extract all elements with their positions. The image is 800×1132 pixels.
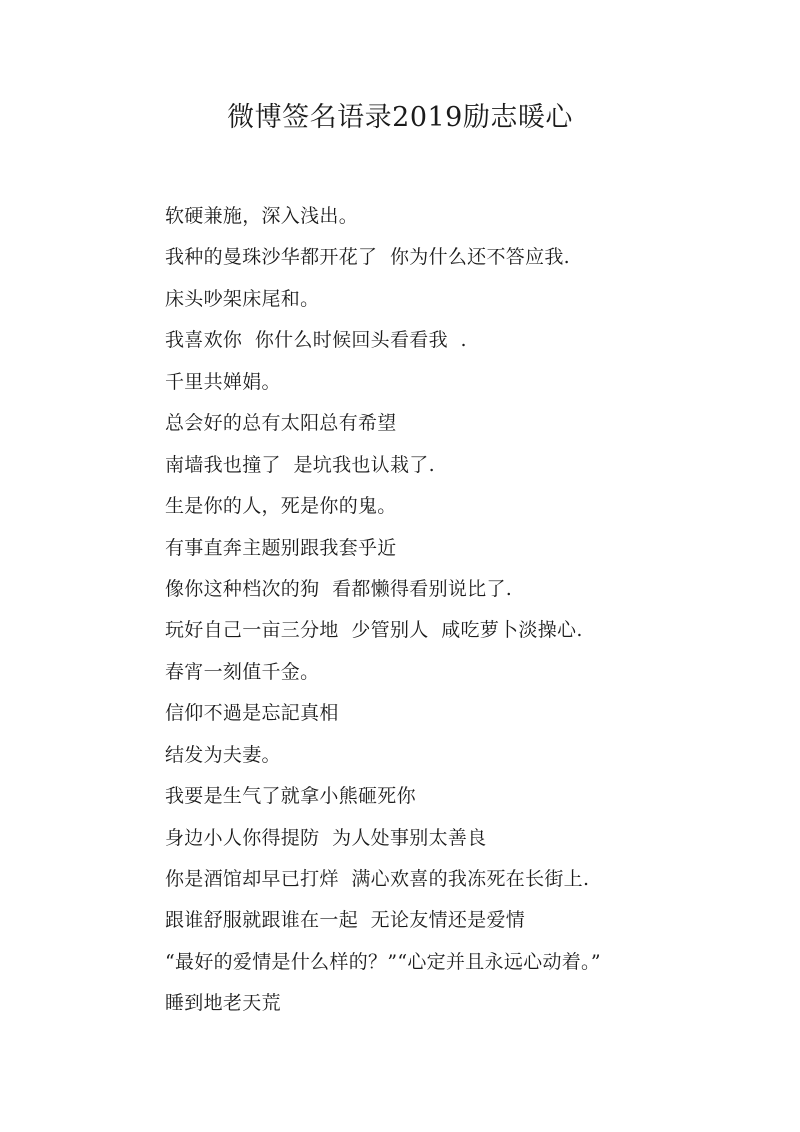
quote-line-7: 南墙我也撞了 是坑我也认栽了. — [165, 453, 435, 476]
quote-line-1: 软硬兼施，深入浅出。 — [165, 205, 359, 227]
quote-line-15: 我要是生气了就拿小熊砸死你 — [165, 785, 416, 808]
quote-line-4: 我喜欢你 你什么时候回头看看我 . — [165, 329, 467, 352]
quote-line-17: 你是酒馆却早已打烊 满心欢喜的我冻死在长街上. — [165, 868, 590, 890]
quote-line-10: 像你这种档次的狗 看都懒得看别说比了. — [165, 577, 513, 600]
quote-line-3: 床头吵架床尾和。 — [165, 287, 320, 310]
quote-line-20: 睡到地老天荒 — [165, 992, 281, 1015]
document-title: 微博签名语录2019励志暖心 — [227, 102, 573, 133]
quote-line-8: 生是你的人，死是你的鬼。 — [165, 495, 397, 518]
quote-list — [165, 196, 765, 1025]
quote-line-19: “最好的爱情是什么样的？”“心定并且永远心动着。” — [165, 950, 601, 973]
quote-line-14: 结发为夫妻。 — [165, 743, 281, 766]
quote-line-5: 千里共婵娟。 — [165, 370, 281, 393]
quote-line-9: 有事直奔主题别跟我套乎近 — [165, 536, 397, 559]
quote-line-2: 我种的曼珠沙华都开花了 你为什么还不答应我. — [165, 246, 571, 269]
quote-line-18: 跟谁舒服就跟谁在一起 无论友情还是爱情 — [165, 909, 526, 932]
quote-line-6: 总会好的总有太阳总有希望 — [165, 412, 397, 435]
quote-line-13: 信仰不過是忘記真相 — [165, 702, 339, 725]
quote-line-12: 春宵一刻值千金。 — [165, 660, 320, 683]
quote-line-16: 身边小人你得提防 为人处事别太善良 — [165, 826, 487, 849]
quote-line-11: 玩好自己一亩三分地 少管别人 咸吃萝卜淡操心. — [165, 619, 583, 642]
